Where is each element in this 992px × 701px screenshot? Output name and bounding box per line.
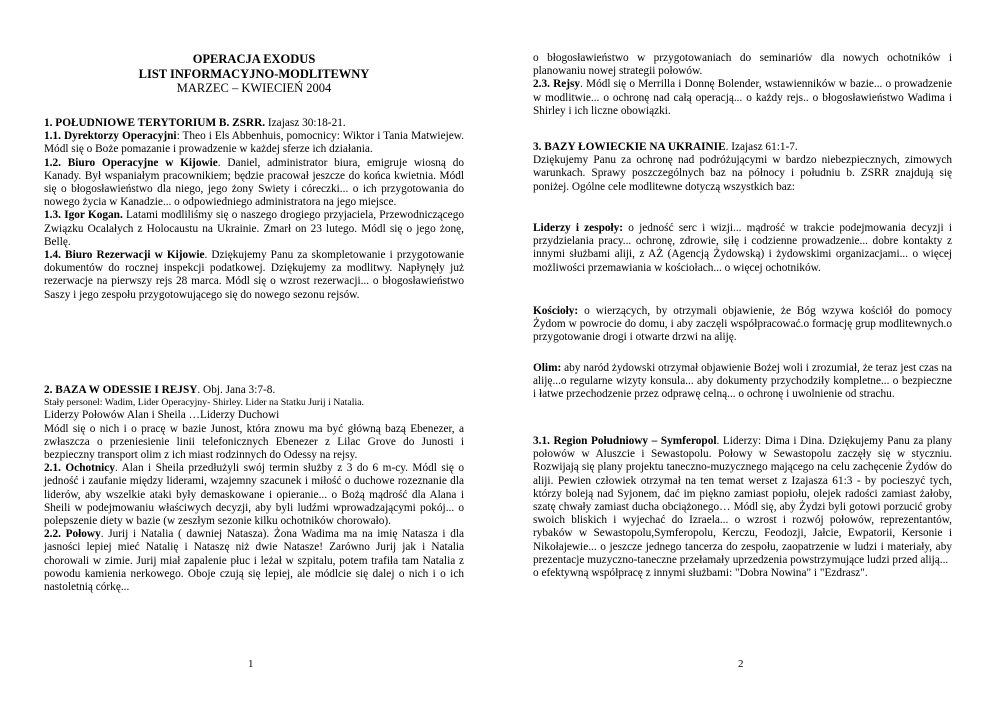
document-header <box>44 52 464 96</box>
section-2-2-continued: o błogosławieństwo w przygotowaniach do seminariów dla nowych ochotników i planowaniu nowej strategii połowów. <box>533 52 952 78</box>
section-2-1-text: . Alan i Sheila przedłużyli swój termin służby z 3 do 6 m-cy. Módl się o jedność i zaufanie między liderami, wzajemny szacunek i miłość o duchowe rozeznanie dla liderów, aby wszelkie ataki były demaskowane i opieranie... o Bożą mądrość dla Alana i Sheili w podejmowaniu właściwych decyzji, aby byli ludźmi wprowadzającymi pokój... o polepszenie diety w bazie (w zeszłym sezonie kilku ochotników chorowało). <box>44 462 464 528</box>
section-2-2-text: . Jurij i Natalia ( dawniej Natasza). Żona Wadima ma na imię Natasza i dla jasności lepiej mieć Natalię i Nataszę niż dwie Natasze! Zarówno Jurij jak i Natalia chorowali w zimie. Jurij miał zapalenie płuc i leżał w szpitalu, potem trafiła tam Natalia z powodu kamienia nerkowego. Oboje czują się lepiej, ale módlcie się dalej o nich i o ich nastoletnią córkę... <box>44 528 464 594</box>
section-2-3 <box>533 78 952 118</box>
section-2-scripture: . Obj. Jana 3:7-8. <box>197 384 276 396</box>
olim-title: Olim: <box>533 362 562 374</box>
olim-paragraph <box>533 362 952 402</box>
section-1-3-title: 1.3. Igor Kogan. <box>44 209 123 222</box>
section-1-1-title: 1.1. Dyrektorzy Operacyjni <box>44 130 177 143</box>
section-2-3-text: . Módl się o Merrilla i Donnę Bolender, wstawienników w bazie... o prowadzenie w modlitwie... o ochronę nad całą operacją... o każdy rejs.. o błogosławieństwo Wadima i Shirley i ich liczne obowiązki. <box>533 78 952 117</box>
section-2-text: Módl się o nich i o pracę w bazie Junost, która znowu ma być główną bazą Ebenezer, a zwłaszcza o przeniesienie linii telefonicznych Ebenezer z Lilac Grove do Junosti i bezpieczny transport olim z ich miast rodzinnych do Odessy na rejsy. <box>44 422 464 462</box>
section-1-1 <box>44 130 464 156</box>
churches <box>533 305 952 345</box>
section-2 <box>44 384 464 594</box>
section-2-continued <box>533 52 952 118</box>
olim-text: aby naród żydowski otrzymał objawienie Bożej woli i zrozumiał, że teraz jest czas na aliję...o regularne wizyty konsula... aby dokumenty przychodziły kompletne... o bezpieczne i łatwe przechodzenie przez odprawę celną... o ochronę i uwolnienie od strachu. <box>533 362 952 401</box>
right-page <box>533 0 952 701</box>
section-2-leaders: Liderzy Połowów Alan i Sheila …Liderzy Duchowi <box>44 409 280 422</box>
document-date: MARZEC – KWIECIEŃ 2004 <box>176 81 332 95</box>
section-2-2-title: 2.2. Połowy <box>44 528 101 541</box>
section-3-title: 3. BAZY ŁOWIECKIE NA UKRAINIE <box>533 141 726 153</box>
section-2-1-title: 2.1. Ochotnicy <box>44 462 115 475</box>
section-1-3-text: Latami modliliśmy się o naszego drogiego przyjaciela, Przewodniczącego Związku Ocalałych z Holocaustu na Ukrainie. Zmarł on 23 lutego. Módl się o jego żonę, Bellę. <box>44 209 464 248</box>
section-3-scripture: . Izajasz 61:1-7. <box>725 141 798 153</box>
olim <box>533 362 952 402</box>
section-3 <box>533 141 952 194</box>
section-3-1-tail: o efektywną współpracę z innymi służbami: "Dobra Nowina" i "Ezdrasz". <box>533 567 868 580</box>
section-2-3-title: 2.3. Rejsy <box>533 78 581 91</box>
section-2-2 <box>44 528 464 594</box>
section-2-heading <box>44 384 464 397</box>
section-1-2 <box>44 157 464 210</box>
section-1-title: 1. POŁUDNIOWE TERYTORIUM B. ZSRR. <box>44 117 266 129</box>
churches-title: Kościoły: <box>533 305 579 317</box>
section-1 <box>44 117 464 302</box>
section-3-1 <box>533 435 952 580</box>
leaders-teams-text: o jedność serc i wizji... mądrość w trakcie podejmowania decyzji i przydzielania pracy... ochronę, zdrowie, siłę i codzienne prowadzenie... dobre kontakty z innymi służbami aliji, z AŻ (Agencją Żydowską) i żydowskimi organizacjami... o więcej możliwości przemawiania w kościołach... o więcej ochotników. <box>533 222 953 274</box>
document-subtitle: LIST INFORMACYJNO-MODLITEWNY <box>138 66 370 81</box>
churches-paragraph <box>533 305 952 345</box>
section-3-text: Dziękujemy Panu za ochronę nad podróżującymi w bardzo niebezpiecznych, zimowych warunkach. Sprawy poszczególnych baz na północy i południu b. ZSRR znajdują się poniżej. Ogólne cele modlitewne dotyczą wszystkich baz: <box>533 154 952 193</box>
leaders-teams-paragraph <box>533 222 952 275</box>
section-2-staff: Stały personel: Wadim, Lider Operacyjny- Shirley. Lider na Statku Jurij i Natalia. <box>44 397 364 409</box>
section-3-heading <box>533 141 952 154</box>
page-number: 1 <box>248 658 254 670</box>
churches-text: o wierzących, by otrzymali objawienie, że Bóg wzywa kościół do pomocy Żydom w powrocie do domu, i aby zaczęli współpracować.o formację grup modlitewnych.o przygotowanie drogi i otwarte drzwi na aliję. <box>533 305 952 344</box>
section-1-4 <box>44 249 464 302</box>
section-1-4-text: . Dziękujemy Panu za skompletowanie i przygotowanie dokumentów do rocznej inspekcji podatkowej. Dziękujemy za modlitwy. Napłynęły już rezerwacje na pierwszy rejs 28 marca. Módl się o wzrost rezerwacji... o błogosławieństwo Saszy i jego zespołu przygotowującego się do nowego sezonu rejsów. <box>44 249 464 301</box>
section-3-1-title: 3.1. Region Południowy – Symferopol <box>533 435 717 447</box>
section-1-3 <box>44 209 464 249</box>
leaders-teams <box>533 222 952 275</box>
section-1-4-title: 1.4. Biuro Rezerwacji w Kijowie <box>44 249 205 262</box>
leaders-teams-title: Liderzy i zespoły: <box>533 222 624 234</box>
left-page <box>44 0 464 701</box>
section-1-scripture: Izajasz 30:18-21. <box>265 117 346 129</box>
section-1-1-text: : Theo i Els Abbenhuis, pomocnicy: Wiktor i Tania Matwiejew. Módl się o Boże pomazanie i prowadzenie w każdej sferze ich działania. <box>44 130 464 156</box>
section-1-2-text: . Daniel, administrator biura, emigruje wiosną do Kanady. Był wspaniałym pracownikiem; będzie pracował jeszcze do końca kwietnia. Módl się o błogosławieństwo dla niego, jego żony Swiety i córeczki... o ich przygotowania do nowego życia w Kanadzie... o odpowiedniego administratora na jego miejsce. <box>44 156 464 209</box>
section-2-1 <box>44 462 464 528</box>
section-1-heading <box>44 117 464 130</box>
section-1-2-title: 1.2. Biuro Operacyjne w Kijowie <box>44 156 218 169</box>
page-number: 2 <box>738 658 744 670</box>
section-3-1-paragraph <box>533 435 952 567</box>
section-3-1-text: . Liderzy: Dima i Dina. Dziękujemy Panu za plany połowów w Aluszcie i Sewastopolu. Połowy w Sewastopolu zaczęły się w styczniu. Rozwijają się plany projektu taneczno-muzycznego mającego na celu zachęcenie Żydów do aliji. Pewien człowiek otrzymał na ten temat werset z Izajasza 61:3 - by pocieszyć tych, którzy boleją nad Syjonem, dać im piękno zamiast popiołu, olejek radości zamiast żałoby, szatę chwały zamiast ducha obciążonego… Módl się, aby Żydzi byli gotowi porzucić groby swoich bliskich i wyjechać do Izraela... o wzrost i rozwój połowów, reprezentantów, rybaków w Sewastopolu,Symferopolu, Kerczu, Feodozji, Jałcie, Ewpatorii, Kersonie i Nikołajewie... o jeszcze jednego tancerza do zespołu, zaopatrzenie w ludzi i materiały, aby prezentacje muzyczno-taneczne przełamały uprzedzenia powstrzymujące ludzi przed aliją... <box>533 435 952 566</box>
section-2-title: 2. BAZA W ODESSIE I REJSY <box>44 384 198 396</box>
document-title: OPERACJA EXODUS <box>192 52 316 66</box>
